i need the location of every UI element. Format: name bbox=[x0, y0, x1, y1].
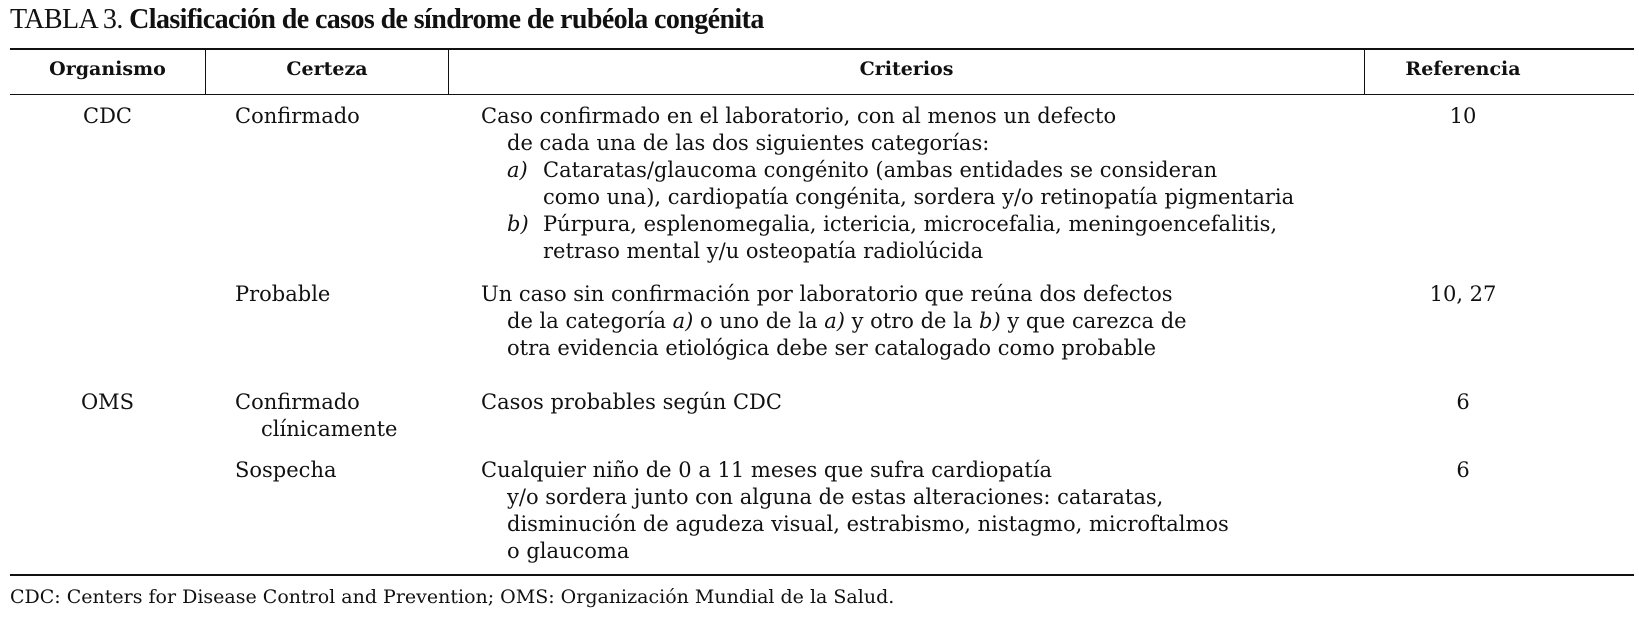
category-ref: a) bbox=[824, 309, 845, 333]
bottom-rule bbox=[10, 574, 1634, 576]
category-ref: b) bbox=[979, 309, 1001, 333]
header-certeza: Certeza bbox=[286, 58, 368, 80]
certeza-line: clínicamente bbox=[261, 417, 398, 441]
table-caption bbox=[10, 4, 764, 36]
header-referencia: Referencia bbox=[1405, 58, 1521, 80]
criterio-item-b bbox=[481, 211, 1294, 238]
criterio-text: Púrpura, esplenomegalia, ictericia, microcefalia, meningoencefalitis, bbox=[543, 212, 1278, 236]
criterio-line: como una), cardiopatía congénita, sordera y/o retinopatía pigmentaria bbox=[543, 185, 1295, 209]
table-footnote: CDC: Centers for Disease Control and Prevention; OMS: Organización Mundial de la Salud. bbox=[10, 586, 895, 608]
criterio-text: y que carezca de bbox=[1000, 309, 1187, 333]
criterio-text: y otro de la bbox=[844, 309, 980, 333]
criterio-line: o glaucoma bbox=[507, 539, 630, 563]
criterio-line: Un caso sin confirmación por laboratorio que reúna dos defectos bbox=[481, 282, 1173, 306]
criterio-text: de la categoría bbox=[507, 309, 673, 333]
cell-organismo: CDC bbox=[83, 104, 132, 128]
criterio-line: otra evidencia etiológica debe ser catalogado como probable bbox=[507, 336, 1157, 360]
criterio-line: Cualquier niño de 0 a 11 meses que sufra cardiopatía bbox=[481, 458, 1053, 482]
item-marker: b) bbox=[507, 212, 529, 236]
criterio-line: retraso mental y/u osteopatía radiolúcida bbox=[543, 239, 984, 263]
cell-criterios bbox=[481, 457, 1229, 565]
cell-certeza bbox=[235, 389, 397, 443]
header-criterios: Criterios bbox=[859, 58, 954, 80]
cell-referencia: 6 bbox=[1456, 390, 1470, 414]
cell-referencia: 10, 27 bbox=[1429, 282, 1497, 306]
criterio-item-a bbox=[481, 157, 1294, 184]
criterio-line: disminución de agudeza visual, estrabismo, nistagmo, microftalmos bbox=[507, 512, 1229, 536]
criterio-text: Cataratas/glaucoma congénito (ambas entidades se consideran bbox=[543, 158, 1218, 182]
criterio-text: o uno de la bbox=[693, 309, 825, 333]
cell-organismo: OMS bbox=[80, 390, 135, 414]
category-ref: a) bbox=[672, 309, 694, 333]
cell-criterios bbox=[481, 103, 1294, 265]
header-rule bbox=[10, 94, 1634, 95]
top-rule bbox=[10, 48, 1634, 50]
cell-criterios bbox=[481, 281, 1187, 362]
cell-certeza: Probable bbox=[235, 282, 331, 306]
cell-criterios bbox=[481, 389, 782, 416]
cell-referencia: 6 bbox=[1456, 458, 1470, 482]
cell-certeza: Confirmado bbox=[235, 104, 360, 128]
header-organismo: Organismo bbox=[49, 58, 166, 80]
table-number: TABLA 3. bbox=[10, 4, 123, 35]
criterio-line: Casos probables según CDC bbox=[481, 390, 782, 414]
certeza-line: Confirmado bbox=[235, 390, 360, 414]
item-marker: a) bbox=[507, 158, 528, 182]
cell-certeza: Sospecha bbox=[235, 458, 337, 482]
criterio-line: Caso confirmado en el laboratorio, con al menos un defecto bbox=[481, 104, 1117, 128]
table-title: Clasificación de casos de síndrome de rubéola congénita bbox=[129, 4, 764, 35]
criterio-line: y/o sordera junto con alguna de estas alteraciones: cataratas, bbox=[507, 485, 1164, 509]
criterio-line: de cada una de las dos siguientes categorías: bbox=[507, 131, 990, 155]
criterio-line bbox=[481, 308, 1187, 335]
cell-referencia: 10 bbox=[1449, 104, 1477, 128]
